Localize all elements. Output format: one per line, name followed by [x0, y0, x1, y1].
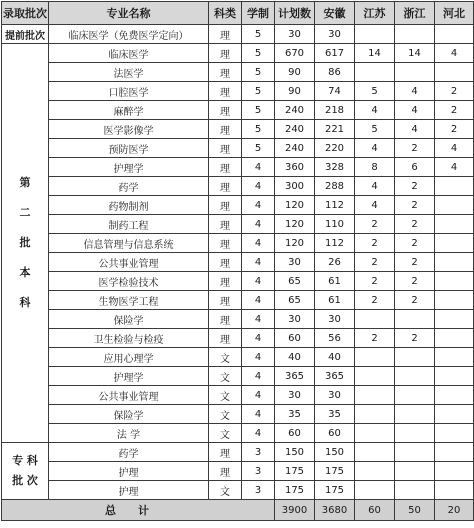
cell-zhejiang: 2: [395, 329, 435, 348]
cell-hebei: 2: [435, 120, 474, 139]
batch-second-char: 科: [19, 296, 31, 309]
cell-plan: 90: [275, 82, 315, 101]
cell-major: 临床医学（免费医学定向）: [49, 25, 209, 44]
cell-years: 4: [242, 196, 275, 215]
cell-years: 5: [242, 139, 275, 158]
table-row: [2, 44, 474, 63]
table-row: [2, 101, 474, 120]
cell-anhui: 30: [315, 386, 355, 405]
cell-plan: 30: [275, 253, 315, 272]
cell-anhui: 175: [315, 481, 355, 500]
cell-plan: 240: [275, 101, 315, 120]
cell-hebei: [435, 424, 474, 443]
cell-major: 保险学: [49, 310, 209, 329]
table-row: [2, 139, 474, 158]
cell-jiangsu: 4: [355, 177, 395, 196]
cell-zhejiang: [395, 63, 435, 82]
cell-jiangsu: 2: [355, 234, 395, 253]
cell-anhui: 175: [315, 462, 355, 481]
cell-years: 4: [242, 329, 275, 348]
header-zhejiang: 浙江: [395, 2, 435, 25]
cell-plan: 30: [275, 310, 315, 329]
cell-anhui: 40: [315, 348, 355, 367]
cell-plan: 65: [275, 272, 315, 291]
cell-zhejiang: 2: [395, 139, 435, 158]
cell-major: 护理: [49, 481, 209, 500]
cell-major: 医学检验技术: [49, 272, 209, 291]
cell-years: 4: [242, 405, 275, 424]
cell-plan: 65: [275, 291, 315, 310]
cell-hebei: 2: [435, 101, 474, 120]
batch-special-line: 专 科: [12, 454, 38, 467]
cell-jiangsu: 14: [355, 44, 395, 63]
cell-jiangsu: 2: [355, 253, 395, 272]
admission-plan-table: [1, 1, 474, 521]
cell-zhejiang: 2: [395, 234, 435, 253]
table-row: [2, 63, 474, 82]
cell-anhui: 56: [315, 329, 355, 348]
cell-hebei: [435, 310, 474, 329]
cell-zhejiang: 2: [395, 196, 435, 215]
cell-type: 理: [209, 329, 242, 348]
cell-hebei: [435, 367, 474, 386]
cell-hebei: [435, 63, 474, 82]
cell-hebei: [435, 215, 474, 234]
cell-jiangsu: [355, 25, 395, 44]
cell-major: 卫生检验与检疫: [49, 329, 209, 348]
cell-anhui: 35: [315, 405, 355, 424]
cell-hebei: [435, 177, 474, 196]
cell-plan: 120: [275, 196, 315, 215]
cell-anhui: 218: [315, 101, 355, 120]
table-row: [2, 234, 474, 253]
cell-major: 口腔医学: [49, 82, 209, 101]
table-row: [2, 120, 474, 139]
cell-major: 药物制剂: [49, 196, 209, 215]
cell-zhejiang: [395, 481, 435, 500]
cell-plan: 60: [275, 329, 315, 348]
cell-major: 法 学: [49, 424, 209, 443]
cell-jiangsu: 2: [355, 272, 395, 291]
cell-major: 麻醉学: [49, 101, 209, 120]
cell-anhui: 112: [315, 196, 355, 215]
table-row: [2, 424, 474, 443]
cell-years: 4: [242, 177, 275, 196]
cell-major: 药学: [49, 443, 209, 462]
cell-type: 文: [209, 386, 242, 405]
table-row: [2, 310, 474, 329]
cell-years: 3: [242, 481, 275, 500]
cell-hebei: [435, 196, 474, 215]
cell-hebei: [435, 291, 474, 310]
cell-hebei: [435, 462, 474, 481]
cell-major: 公共事业管理: [49, 386, 209, 405]
cell-jiangsu: 4: [355, 196, 395, 215]
cell-major: 制药工程: [49, 215, 209, 234]
batch-second-char: 二: [19, 206, 31, 219]
cell-major: 公共事业管理: [49, 253, 209, 272]
cell-zhejiang: 4: [395, 82, 435, 101]
table-body: [2, 25, 474, 521]
cell-years: 4: [242, 215, 275, 234]
total-zhejiang: 50: [395, 500, 435, 521]
cell-jiangsu: 5: [355, 120, 395, 139]
batch-second: [2, 44, 49, 443]
cell-type: 理: [209, 253, 242, 272]
cell-type: 理: [209, 101, 242, 120]
cell-years: 4: [242, 348, 275, 367]
cell-type: 理: [209, 443, 242, 462]
cell-hebei: [435, 25, 474, 44]
cell-type: 理: [209, 462, 242, 481]
table-row: [2, 329, 474, 348]
cell-anhui: 328: [315, 158, 355, 177]
cell-jiangsu: [355, 424, 395, 443]
header-years: 学制: [242, 2, 275, 25]
cell-anhui: 221: [315, 120, 355, 139]
cell-zhejiang: [395, 386, 435, 405]
cell-type: 理: [209, 82, 242, 101]
cell-anhui: 220: [315, 139, 355, 158]
table-row: [2, 253, 474, 272]
table-row: [2, 82, 474, 101]
cell-hebei: [435, 443, 474, 462]
cell-years: 5: [242, 44, 275, 63]
cell-years: 5: [242, 63, 275, 82]
cell-years: 5: [242, 82, 275, 101]
cell-major: 护理学: [49, 367, 209, 386]
cell-type: 理: [209, 25, 242, 44]
table-row: [2, 215, 474, 234]
cell-hebei: [435, 405, 474, 424]
cell-zhejiang: 14: [395, 44, 435, 63]
header-anhui: 安徽: [315, 2, 355, 25]
table-row: [2, 367, 474, 386]
total-jiangsu: 60: [355, 500, 395, 521]
cell-major: 医学影像学: [49, 120, 209, 139]
cell-jiangsu: [355, 310, 395, 329]
cell-major: 药学: [49, 177, 209, 196]
cell-anhui: 30: [315, 25, 355, 44]
cell-zhejiang: 2: [395, 291, 435, 310]
cell-type: 理: [209, 310, 242, 329]
cell-zhejiang: [395, 367, 435, 386]
cell-jiangsu: [355, 462, 395, 481]
batch-second-char: 本: [19, 266, 31, 279]
cell-anhui: 26: [315, 253, 355, 272]
cell-type: 理: [209, 158, 242, 177]
cell-anhui: 288: [315, 177, 355, 196]
cell-hebei: [435, 481, 474, 500]
cell-major: 法医学: [49, 63, 209, 82]
cell-plan: 150: [275, 443, 315, 462]
cell-hebei: [435, 253, 474, 272]
table-row: [2, 291, 474, 310]
cell-jiangsu: [355, 405, 395, 424]
header-major: 专业名称: [49, 2, 209, 25]
cell-jiangsu: 2: [355, 215, 395, 234]
cell-years: 4: [242, 367, 275, 386]
cell-zhejiang: [395, 462, 435, 481]
header-hebei: 河北: [435, 2, 474, 25]
cell-type: 理: [209, 44, 242, 63]
cell-plan: 670: [275, 44, 315, 63]
cell-zhejiang: 2: [395, 272, 435, 291]
cell-plan: 60: [275, 424, 315, 443]
cell-type: 理: [209, 234, 242, 253]
batch-special-line: 批 次: [12, 474, 38, 487]
cell-zhejiang: 2: [395, 215, 435, 234]
cell-jiangsu: 4: [355, 101, 395, 120]
cell-years: 4: [242, 386, 275, 405]
cell-anhui: 60: [315, 424, 355, 443]
cell-hebei: 4: [435, 158, 474, 177]
cell-anhui: 365: [315, 367, 355, 386]
cell-hebei: [435, 386, 474, 405]
batch-second-char: 批: [19, 236, 31, 249]
cell-jiangsu: [355, 443, 395, 462]
table-row: [2, 348, 474, 367]
cell-plan: 30: [275, 386, 315, 405]
cell-plan: 120: [275, 234, 315, 253]
cell-plan: 90: [275, 63, 315, 82]
cell-hebei: [435, 234, 474, 253]
cell-jiangsu: [355, 386, 395, 405]
cell-jiangsu: [355, 63, 395, 82]
cell-hebei: 4: [435, 44, 474, 63]
cell-major: 临床医学: [49, 44, 209, 63]
cell-anhui: 30: [315, 310, 355, 329]
table-row: [2, 272, 474, 291]
cell-major: 信息管理与信息系统: [49, 234, 209, 253]
batch-special: [2, 443, 49, 500]
cell-major: 生物医学工程: [49, 291, 209, 310]
cell-years: 4: [242, 272, 275, 291]
cell-major: 保险学: [49, 405, 209, 424]
cell-type: 文: [209, 481, 242, 500]
cell-jiangsu: 5: [355, 82, 395, 101]
cell-zhejiang: [395, 443, 435, 462]
header-row: [2, 2, 474, 25]
cell-years: 4: [242, 253, 275, 272]
header-type: 科类: [209, 2, 242, 25]
total-hebei: 20: [435, 500, 474, 521]
cell-jiangsu: 4: [355, 139, 395, 158]
table-row: [2, 386, 474, 405]
cell-hebei: 4: [435, 139, 474, 158]
cell-plan: 240: [275, 139, 315, 158]
total-anhui: 3680: [315, 500, 355, 521]
cell-type: 理: [209, 272, 242, 291]
cell-anhui: 617: [315, 44, 355, 63]
cell-plan: 175: [275, 481, 315, 500]
header-plan: 计划数: [275, 2, 315, 25]
cell-years: 5: [242, 25, 275, 44]
cell-jiangsu: [355, 481, 395, 500]
cell-jiangsu: 2: [355, 329, 395, 348]
cell-years: 3: [242, 462, 275, 481]
cell-anhui: 86: [315, 63, 355, 82]
cell-jiangsu: 8: [355, 158, 395, 177]
cell-zhejiang: 2: [395, 253, 435, 272]
table-row: [2, 481, 474, 500]
cell-zhejiang: 2: [395, 177, 435, 196]
table-row: [2, 177, 474, 196]
cell-major: 应用心理学: [49, 348, 209, 367]
cell-jiangsu: 2: [355, 291, 395, 310]
total-plan: 3900: [275, 500, 315, 521]
table-row: [2, 25, 474, 44]
header-batch: 录取批次: [2, 2, 49, 25]
table-row: [2, 443, 474, 462]
cell-hebei: 2: [435, 82, 474, 101]
cell-type: 文: [209, 367, 242, 386]
cell-type: 文: [209, 405, 242, 424]
cell-plan: 35: [275, 405, 315, 424]
cell-zhejiang: [395, 405, 435, 424]
cell-anhui: 74: [315, 82, 355, 101]
cell-type: 理: [209, 291, 242, 310]
cell-plan: 240: [275, 120, 315, 139]
cell-plan: 360: [275, 158, 315, 177]
cell-major: 护理: [49, 462, 209, 481]
cell-type: 文: [209, 424, 242, 443]
cell-type: 理: [209, 63, 242, 82]
cell-zhejiang: 4: [395, 101, 435, 120]
cell-major: 护理学: [49, 158, 209, 177]
table-row: [2, 462, 474, 481]
cell-type: 理: [209, 215, 242, 234]
cell-hebei: [435, 329, 474, 348]
cell-hebei: [435, 348, 474, 367]
cell-jiangsu: [355, 367, 395, 386]
cell-major: 预防医学: [49, 139, 209, 158]
cell-type: 理: [209, 196, 242, 215]
cell-anhui: 112: [315, 234, 355, 253]
cell-plan: 30: [275, 25, 315, 44]
header-jiangsu: 江苏: [355, 2, 395, 25]
cell-zhejiang: 6: [395, 158, 435, 177]
cell-anhui: 150: [315, 443, 355, 462]
cell-plan: 365: [275, 367, 315, 386]
cell-anhui: 61: [315, 272, 355, 291]
cell-anhui: 61: [315, 291, 355, 310]
total-label: 总计: [2, 500, 275, 521]
cell-zhejiang: [395, 424, 435, 443]
cell-plan: 40: [275, 348, 315, 367]
cell-years: 5: [242, 101, 275, 120]
cell-years: 4: [242, 234, 275, 253]
cell-years: 4: [242, 310, 275, 329]
cell-zhejiang: [395, 25, 435, 44]
cell-type: 理: [209, 177, 242, 196]
cell-years: 5: [242, 120, 275, 139]
table-row: [2, 405, 474, 424]
cell-years: 3: [242, 443, 275, 462]
table-row: [2, 196, 474, 215]
cell-type: 理: [209, 120, 242, 139]
batch-early: 提前批次: [2, 25, 49, 44]
cell-plan: 175: [275, 462, 315, 481]
total-row: [2, 500, 474, 521]
cell-zhejiang: 4: [395, 120, 435, 139]
cell-zhejiang: [395, 348, 435, 367]
cell-anhui: 110: [315, 215, 355, 234]
table-row: [2, 158, 474, 177]
cell-jiangsu: [355, 348, 395, 367]
cell-type: 文: [209, 348, 242, 367]
cell-years: 4: [242, 158, 275, 177]
cell-plan: 120: [275, 215, 315, 234]
cell-years: 4: [242, 291, 275, 310]
cell-plan: 300: [275, 177, 315, 196]
cell-hebei: [435, 272, 474, 291]
cell-years: 4: [242, 424, 275, 443]
cell-type: 理: [209, 139, 242, 158]
batch-second-char: 第: [19, 176, 31, 189]
cell-zhejiang: [395, 310, 435, 329]
